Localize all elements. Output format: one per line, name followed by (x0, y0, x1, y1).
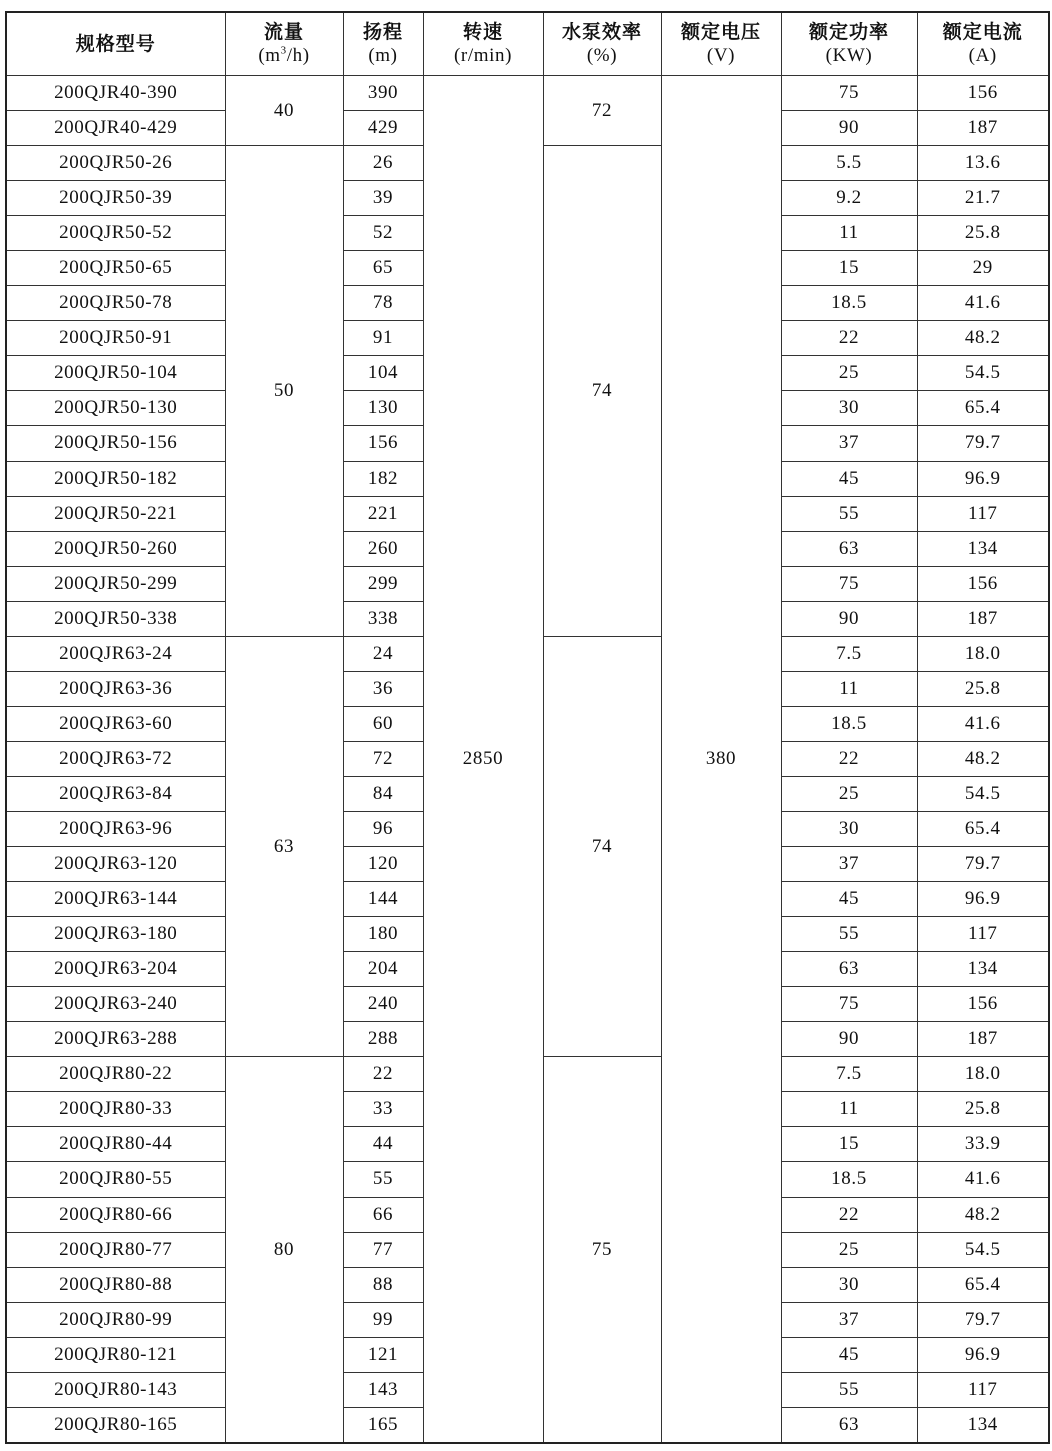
model-cell: 200QJR80-22 (6, 1057, 225, 1092)
power-cell: 37 (781, 426, 917, 461)
model-cell: 200QJR50-221 (6, 496, 225, 531)
current-cell: 48.2 (917, 741, 1049, 776)
flow-cell: 80 (225, 1057, 343, 1443)
power-cell: 15 (781, 251, 917, 286)
efficiency-cell: 74 (543, 146, 661, 637)
power-cell: 55 (781, 917, 917, 952)
head-cell: 104 (343, 356, 423, 391)
voltage-cell: 380 (661, 76, 781, 1444)
head-cell: 180 (343, 917, 423, 952)
power-cell: 90 (781, 601, 917, 636)
model-cell: 200QJR80-77 (6, 1232, 225, 1267)
current-cell: 134 (917, 1407, 1049, 1443)
power-cell: 11 (781, 671, 917, 706)
model-cell: 200QJR80-33 (6, 1092, 225, 1127)
header-power (781, 12, 917, 76)
power-cell: 75 (781, 566, 917, 601)
power-cell: 63 (781, 531, 917, 566)
model-cell: 200QJR50-299 (6, 566, 225, 601)
flow-cell: 50 (225, 146, 343, 637)
header-speed (423, 12, 543, 76)
head-cell: 96 (343, 811, 423, 846)
model-cell: 200QJR63-204 (6, 952, 225, 987)
power-cell: 30 (781, 1267, 917, 1302)
head-cell: 338 (343, 601, 423, 636)
model-cell: 200QJR50-338 (6, 601, 225, 636)
head-cell: 91 (343, 321, 423, 356)
power-cell: 90 (781, 111, 917, 146)
current-cell: 117 (917, 1372, 1049, 1407)
power-cell: 90 (781, 1022, 917, 1057)
header-head-unit: (m) (368, 45, 398, 66)
efficiency-cell: 75 (543, 1057, 661, 1443)
current-cell: 18.0 (917, 1057, 1049, 1092)
model-cell: 200QJR50-26 (6, 146, 225, 181)
head-cell: 182 (343, 461, 423, 496)
model-cell: 200QJR50-104 (6, 356, 225, 391)
model-cell: 200QJR50-156 (6, 426, 225, 461)
model-cell: 200QJR63-96 (6, 811, 225, 846)
model-cell: 200QJR63-36 (6, 671, 225, 706)
current-cell: 134 (917, 531, 1049, 566)
current-cell: 54.5 (917, 356, 1049, 391)
power-cell: 75 (781, 987, 917, 1022)
table-row (6, 76, 1049, 111)
current-cell: 41.6 (917, 286, 1049, 321)
power-cell: 11 (781, 216, 917, 251)
header-voltage-label: 额定电压 (680, 21, 761, 43)
current-cell: 96.9 (917, 1337, 1049, 1372)
model-cell: 200QJR80-165 (6, 1407, 225, 1443)
current-cell: 96.9 (917, 461, 1049, 496)
current-cell: 187 (917, 601, 1049, 636)
current-cell: 29 (917, 251, 1049, 286)
header-model-label: 规格型号 (75, 32, 156, 55)
header-power-unit: (KW) (825, 45, 873, 66)
table-body (6, 76, 1049, 1444)
current-cell: 134 (917, 952, 1049, 987)
model-cell: 200QJR63-180 (6, 917, 225, 952)
header-efficiency-unit: (%) (586, 45, 618, 66)
model-cell: 200QJR50-65 (6, 251, 225, 286)
power-cell: 18.5 (781, 286, 917, 321)
model-cell: 200QJR50-52 (6, 216, 225, 251)
power-cell: 22 (781, 741, 917, 776)
current-cell: 41.6 (917, 1162, 1049, 1197)
head-cell: 60 (343, 706, 423, 741)
model-cell: 200QJR63-120 (6, 847, 225, 882)
power-cell: 18.5 (781, 1162, 917, 1197)
header-flow (225, 12, 343, 76)
current-cell: 25.8 (917, 671, 1049, 706)
current-cell: 48.2 (917, 1197, 1049, 1232)
header-head-label: 扬程 (362, 21, 403, 43)
current-cell: 96.9 (917, 882, 1049, 917)
head-cell: 260 (343, 531, 423, 566)
head-cell: 72 (343, 741, 423, 776)
head-cell: 33 (343, 1092, 423, 1127)
model-cell: 200QJR80-143 (6, 1372, 225, 1407)
head-cell: 299 (343, 566, 423, 601)
head-cell: 55 (343, 1162, 423, 1197)
current-cell: 156 (917, 566, 1049, 601)
power-cell: 7.5 (781, 1057, 917, 1092)
flow-cell: 40 (225, 76, 343, 146)
header-current-label: 额定电流 (942, 21, 1023, 43)
model-cell: 200QJR50-182 (6, 461, 225, 496)
model-cell: 200QJR40-429 (6, 111, 225, 146)
power-cell: 11 (781, 1092, 917, 1127)
efficiency-cell: 74 (543, 636, 661, 1057)
head-cell: 288 (343, 1022, 423, 1057)
head-cell: 66 (343, 1197, 423, 1232)
model-cell: 200QJR80-121 (6, 1337, 225, 1372)
model-cell: 200QJR80-55 (6, 1162, 225, 1197)
current-cell: 187 (917, 1022, 1049, 1057)
head-cell: 24 (343, 636, 423, 671)
head-cell: 44 (343, 1127, 423, 1162)
current-cell: 65.4 (917, 811, 1049, 846)
head-cell: 156 (343, 426, 423, 461)
header-voltage-unit: (V) (706, 45, 736, 66)
current-cell: 65.4 (917, 1267, 1049, 1302)
model-cell: 200QJR80-44 (6, 1127, 225, 1162)
power-cell: 45 (781, 461, 917, 496)
current-cell: 117 (917, 917, 1049, 952)
power-cell: 25 (781, 356, 917, 391)
head-cell: 130 (343, 391, 423, 426)
flow-cell: 63 (225, 636, 343, 1057)
power-cell: 22 (781, 1197, 917, 1232)
head-cell: 88 (343, 1267, 423, 1302)
header-efficiency-label: 水泵效率 (561, 21, 642, 43)
head-cell: 65 (343, 251, 423, 286)
power-cell: 15 (781, 1127, 917, 1162)
current-cell: 156 (917, 76, 1049, 111)
head-cell: 26 (343, 146, 423, 181)
power-cell: 30 (781, 391, 917, 426)
model-cell: 200QJR50-260 (6, 531, 225, 566)
head-cell: 121 (343, 1337, 423, 1372)
model-cell: 200QJR50-91 (6, 321, 225, 356)
current-cell: 25.8 (917, 216, 1049, 251)
header-flow-unit: $(m^3/h)$ (258, 44, 310, 66)
power-cell: 30 (781, 811, 917, 846)
current-cell: 117 (917, 496, 1049, 531)
power-cell: 45 (781, 1337, 917, 1372)
current-cell: 79.7 (917, 426, 1049, 461)
model-cell: 200QJR40-390 (6, 76, 225, 111)
current-cell: 54.5 (917, 1232, 1049, 1267)
model-cell: 200QJR63-72 (6, 741, 225, 776)
head-cell: 39 (343, 181, 423, 216)
header-flow-label: 流量 (263, 21, 304, 43)
current-cell: 18.0 (917, 636, 1049, 671)
current-cell: 54.5 (917, 776, 1049, 811)
header-efficiency (543, 12, 661, 76)
model-cell: 200QJR63-288 (6, 1022, 225, 1057)
power-cell: 7.5 (781, 636, 917, 671)
current-cell: 79.7 (917, 1302, 1049, 1337)
power-cell: 55 (781, 496, 917, 531)
header-current (917, 12, 1049, 76)
current-cell: 25.8 (917, 1092, 1049, 1127)
current-cell: 21.7 (917, 181, 1049, 216)
model-cell: 200QJR63-240 (6, 987, 225, 1022)
current-cell: 33.9 (917, 1127, 1049, 1162)
header-power-label: 额定功率 (808, 21, 889, 43)
power-cell: 18.5 (781, 706, 917, 741)
head-cell: 143 (343, 1372, 423, 1407)
head-cell: 78 (343, 286, 423, 321)
current-cell: 79.7 (917, 847, 1049, 882)
head-cell: 36 (343, 671, 423, 706)
head-cell: 204 (343, 952, 423, 987)
power-cell: 37 (781, 1302, 917, 1337)
head-cell: 165 (343, 1407, 423, 1443)
head-cell: 429 (343, 111, 423, 146)
current-cell: 65.4 (917, 391, 1049, 426)
header-head (343, 12, 423, 76)
model-cell: 200QJR80-88 (6, 1267, 225, 1302)
speed-cell: 2850 (423, 76, 543, 1444)
power-cell: 37 (781, 847, 917, 882)
head-cell: 77 (343, 1232, 423, 1267)
head-cell: 22 (343, 1057, 423, 1092)
head-cell: 144 (343, 882, 423, 917)
power-cell: 5.5 (781, 146, 917, 181)
header-row (6, 12, 1049, 76)
model-cell: 200QJR80-99 (6, 1302, 225, 1337)
model-cell: 200QJR50-78 (6, 286, 225, 321)
header-current-unit: (A) (968, 45, 997, 66)
head-cell: 99 (343, 1302, 423, 1337)
efficiency-cell: 72 (543, 76, 661, 146)
model-cell: 200QJR63-84 (6, 776, 225, 811)
power-cell: 63 (781, 952, 917, 987)
power-cell: 25 (781, 776, 917, 811)
head-cell: 52 (343, 216, 423, 251)
power-cell: 9.2 (781, 181, 917, 216)
current-cell: 13.6 (917, 146, 1049, 181)
current-cell: 41.6 (917, 706, 1049, 741)
header-voltage (661, 12, 781, 76)
model-cell: 200QJR50-130 (6, 391, 225, 426)
head-cell: 390 (343, 76, 423, 111)
head-cell: 221 (343, 496, 423, 531)
current-cell: 187 (917, 111, 1049, 146)
head-cell: 84 (343, 776, 423, 811)
power-cell: 75 (781, 76, 917, 111)
power-cell: 22 (781, 321, 917, 356)
pump-spec-table (5, 11, 1050, 1444)
current-cell: 48.2 (917, 321, 1049, 356)
power-cell: 63 (781, 1407, 917, 1443)
model-cell: 200QJR63-60 (6, 706, 225, 741)
header-speed-label: 转速 (462, 21, 503, 43)
model-cell: 200QJR50-39 (6, 181, 225, 216)
power-cell: 25 (781, 1232, 917, 1267)
model-cell: 200QJR80-66 (6, 1197, 225, 1232)
power-cell: 55 (781, 1372, 917, 1407)
current-cell: 156 (917, 987, 1049, 1022)
header-model (6, 12, 225, 76)
head-cell: 240 (343, 987, 423, 1022)
model-cell: 200QJR63-24 (6, 636, 225, 671)
power-cell: 45 (781, 882, 917, 917)
model-cell: 200QJR63-144 (6, 882, 225, 917)
header-speed-unit: (r/min) (453, 45, 513, 66)
head-cell: 120 (343, 847, 423, 882)
